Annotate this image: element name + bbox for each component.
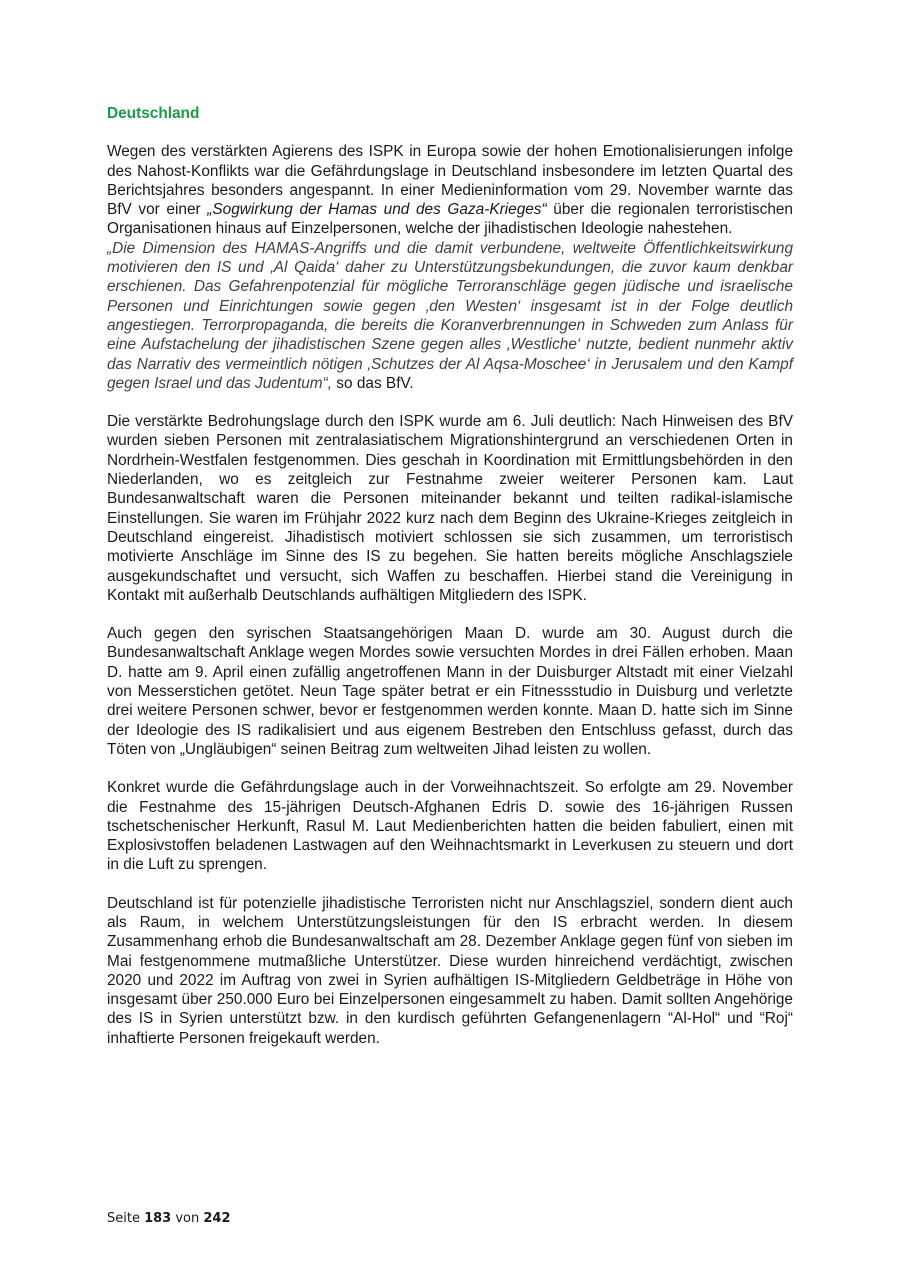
paragraph-5: Deutschland ist für potenzielle jihadistische Terroristen nicht nur Anschlagsziel, sondern dient auch als Raum, in welchem Unterstützungsleistungen für den IS erbracht werden. In diesem Zusammenhang erhob die Bundesanwaltschaft am 28. Dezember Anklage gegen fünf von sieben im Mai festgenommene mutmaßliche Unterstützer. Diese wurden hinreichend verdächtigt, zwischen 2020 und 2022 im Auftrag von zwei in Syrien aufhältigen IS-Mitgliedern Geldbeträge in Höhe von insgesamt über 250.000 Euro bei Einzelpersonen eingesammelt zu haben. Damit sollten Angehörige des IS in Syrien unterstützt bzw. in den kurdisch geführten Gefangenenlagern “Al-Hol“ und “Roj“ inhaftierte Personen freigekauft werden. [107,894,793,1047]
paragraph-4: Konkret wurde die Gefährdungslage auch in der Vorweihnachtszeit. So erfolgte am 29. November die Festnahme des 15-jährigen Deutsch-Afghanen Edris D. sowie des 16-jährigen Russen tschetschenischer Herkunft, Rasul M. Laut Medienberichten hatten die beiden fabuliert, einen mit Explosivstoffen beladenen Lastwagen auf den Weihnachtsmarkt in Leverkusen zu steuern und dort in die Luft zu sprengen. [107,779,793,874]
paragraph-1-intro: Wegen des verstärkten Agierens des ISPK in Europa sowie der hohen Emotionalisierungen infolge des Nahost-Konflikts war die Gefährdungslage in Deutschland insbesondere im letzten Quartal des Berichtsjahres besonders angespannt. In einer Medieninformation vom 29. November warnte das BfV vor einer [107,143,793,219]
paragraph-2: Die verstärkte Bedrohungslage durch den ISPK wurde am 6. Juli deutlich: Nach Hinweisen des BfV wurden sieben Personen mit zentralasiatischem Migrationshintergrund an verschiedenen Orten in Nordrhein-Westfalen festgenommen. Dies geschah in Koordination mit Ermittlungsbehörden in den Niederlanden, wo es zeitgleich zur Festnahme zweier weiterer Personen kam. Laut Bundesanwaltschaft waren die Personen miteinander bekannt und teilten radikal-islamische Einstellungen. Sie waren im Frühjahr 2022 kurz nach dem Beginn des Ukraine-Krieges zeitgleich in Deutschland eingereist. Jihadistisch motiviert schlossen sie sich zusammen, um terroristisch motivierte Anschläge im Sinne des IS zu begehen. Sie hatten bereits mögliche Anschlagsziele ausgekundschaftet und versucht, sich Waffen zu beschaffen. Hierbei stand die Vereinigung in Kontakt mit außerhalb Deutschlands aufhältigen Mitgliedern des ISPK. [107,413,793,604]
footer-middle: von [171,1211,204,1226]
paragraph-1-rest: über die regionalen terroristischen Organisationen hinaus auf Einzelpersonen, welche der jihadistischen Ideologie nahestehen. [107,201,793,238]
bfv-block-quote: „Die Dimension des HAMAS-Angriffs und die damit verbundene, weltweite Öffentlichkeitswirkung motivieren den IS und ‚Al Qaida‘ daher zu Unterstützungsbekundungen, die zuvor kaum denkbar erschienen. Das Gefahrenpotenzial für mögliche Terroranschläge gegen jüdische und israelische Personen und Einrichtungen sowie gegen ‚den Westen‘ insgesamt ist in der Folge deutlich angestiegen. Terrorpropaganda, die bereits die Koranverbrennungen in Schweden zum Anlass für eine Aufstachelung der jihadistischen Szene gegen alles ‚Westliche‘ nutzte, bedient nunmehr aktiv das Narrativ des vermeintlich nötigen ‚Schutzes der Al Aqsa-Moschee‘ in Jerusalem und den Kampf gegen Israel und das Judentum“, [107,239,793,392]
footer-prefix: Seite [107,1211,145,1226]
total-page-count: 242 [203,1211,231,1226]
quote-source: so das BfV. [332,374,414,392]
bfv-warning-quote: „Sogwirkung der Hamas und des Gaza-Krieges“ [207,201,547,219]
paragraph-1 [107,142,793,393]
section-heading: Deutschland [107,105,200,122]
page-content [107,104,793,1048]
paragraph-3: Auch gegen den syrischen Staatsangehörigen Maan D. wurde am 30. August durch die Bundesanwaltschaft Anklage wegen Mordes sowie versuchten Mordes in drei Fällen erhoben. Maan D. hatte am 9. April einen zufällig angetroffenen Mann in der Duisburger Altstadt mit einer Vielzahl von Messerstichen getötet. Neun Tage später betrat er ein Fitnessstudio in Duisburg und verletzte drei weitere Personen schwer, bevor er festgenommen werden konnte. Maan D. hatte sich im Sinne der Ideologie des IS radikalisiert und aus eigenem Bestreben den Entschluss gefasst, durch das Töten von „Ungläubigen“ seinen Beitrag zum weltweiten Jihad leisten zu wollen. [107,625,793,758]
page-footer [107,1211,231,1226]
current-page-number: 183 [144,1211,172,1226]
